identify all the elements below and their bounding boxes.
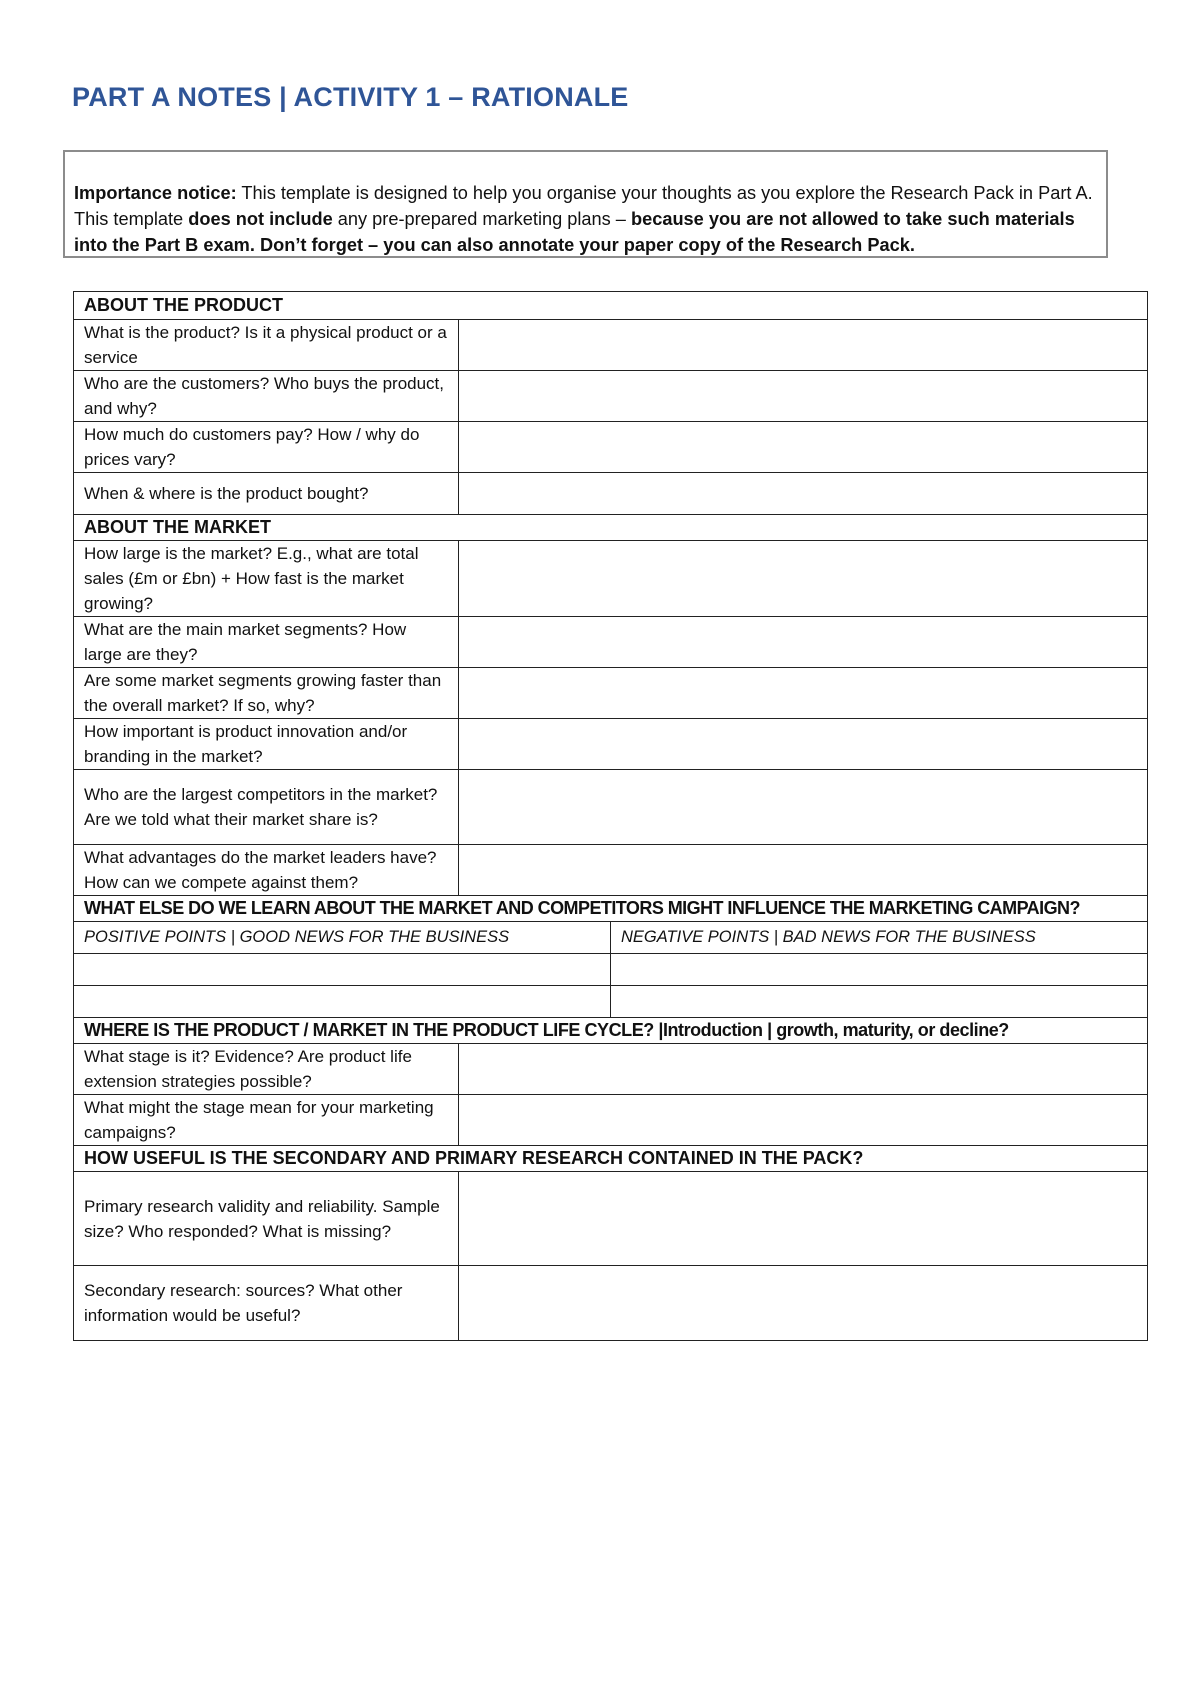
table-row — [74, 1095, 1148, 1146]
question-cell: Who are the customers? Who buys the product, and why? — [74, 371, 459, 422]
notice-text-2: any pre-prepared marketing plans – — [332, 209, 631, 229]
table-row — [74, 422, 1148, 473]
section-heading-row — [74, 1146, 1148, 1172]
answer-cell[interactable] — [459, 668, 1148, 719]
negative-answer-cell[interactable] — [611, 954, 1148, 986]
question-cell: What stage is it? Evidence? Are product life extension strategies possible? — [74, 1044, 459, 1095]
section-heading-row — [74, 292, 1148, 320]
notice-bold-2: because you are not allowed to take such materials into the Part B exam. Don’t forget – you can also annotate your paper copy of the Research Pack. — [74, 209, 1075, 255]
question-cell: How important is product innovation and/or branding in the market? — [74, 719, 459, 770]
table-row — [74, 320, 1148, 371]
answer-cell[interactable] — [459, 845, 1148, 896]
answer-cell[interactable] — [459, 371, 1148, 422]
table-row — [74, 922, 1148, 954]
table-row — [74, 1172, 1148, 1266]
answer-cell[interactable] — [459, 422, 1148, 473]
influence-heading: WHAT ELSE DO WE LEARN ABOUT THE MARKET AND COMPETITORS MIGHT INFLUENCE THE MARKETING CAMPAIGN? — [74, 896, 1148, 922]
question-cell: How large is the market? E.g., what are total sales (£m or £bn) + How fast is the market growing? — [74, 541, 459, 617]
table-row — [74, 541, 1148, 617]
positive-answer-cell[interactable] — [74, 986, 611, 1018]
positive-points-label: POSITIVE POINTS | GOOD NEWS FOR THE BUSINESS — [74, 922, 611, 954]
market-heading: ABOUT THE MARKET — [74, 515, 1148, 541]
research-heading: HOW USEFUL IS THE SECONDARY AND PRIMARY RESEARCH CONTAINED IN THE PACK? — [74, 1146, 1148, 1172]
question-cell: When & where is the product bought? — [74, 473, 459, 515]
answer-cell[interactable] — [459, 473, 1148, 515]
page-title: PART A NOTES | ACTIVITY 1 – RATIONALE — [72, 82, 629, 112]
table-row — [74, 668, 1148, 719]
table-row — [74, 954, 1148, 986]
question-cell: Who are the largest competitors in the market? Are we told what their market share is? — [74, 770, 459, 845]
answer-cell[interactable] — [459, 770, 1148, 845]
table-row — [74, 1266, 1148, 1341]
table-row — [74, 845, 1148, 896]
question-cell: Are some market segments growing faster than the overall market? If so, why? — [74, 668, 459, 719]
importance-notice — [63, 150, 1108, 258]
negative-answer-cell[interactable] — [611, 986, 1148, 1018]
answer-cell[interactable] — [459, 617, 1148, 668]
table-row — [74, 719, 1148, 770]
answer-cell[interactable] — [459, 320, 1148, 371]
table-row — [74, 770, 1148, 845]
question-cell: Primary research validity and reliability. Sample size? Who responded? What is missing? — [74, 1172, 459, 1266]
notice-label: Importance notice: — [74, 183, 237, 203]
notice-text-1: This template is designed to help you organise your thoughts as you explore the Research Pack in Part A. This template — [74, 183, 1093, 229]
table-row — [74, 473, 1148, 515]
answer-cell[interactable] — [459, 719, 1148, 770]
section-heading-row — [74, 515, 1148, 541]
answer-cell[interactable] — [459, 1095, 1148, 1146]
answer-cell[interactable] — [459, 1044, 1148, 1095]
question-cell: What is the product? Is it a physical product or a service — [74, 320, 459, 371]
table-row — [74, 617, 1148, 668]
table-row — [74, 1044, 1148, 1095]
lifecycle-heading: WHERE IS THE PRODUCT / MARKET IN THE PRODUCT LIFE CYCLE? |Introduction | growth, maturity, or decline? — [74, 1018, 1148, 1044]
negative-points-label: NEGATIVE POINTS | BAD NEWS FOR THE BUSINESS — [611, 922, 1148, 954]
positive-answer-cell[interactable] — [74, 954, 611, 986]
notice-bold-1: does not include — [188, 209, 333, 229]
notes-table — [73, 291, 1148, 1341]
answer-cell[interactable] — [459, 541, 1148, 617]
section-heading-row — [74, 1018, 1148, 1044]
product-heading: ABOUT THE PRODUCT — [74, 292, 1148, 320]
answer-cell[interactable] — [459, 1172, 1148, 1266]
answer-cell[interactable] — [459, 1266, 1148, 1341]
section-heading-row — [74, 896, 1148, 922]
question-cell: What might the stage mean for your marketing campaigns? — [74, 1095, 459, 1146]
table-row — [74, 986, 1148, 1018]
question-cell: How much do customers pay? How / why do prices vary? — [74, 422, 459, 473]
question-cell: What are the main market segments? How large are they? — [74, 617, 459, 668]
question-cell: What advantages do the market leaders have? How can we compete against them? — [74, 845, 459, 896]
table-row — [74, 371, 1148, 422]
question-cell: Secondary research: sources? What other information would be useful? — [74, 1266, 459, 1341]
